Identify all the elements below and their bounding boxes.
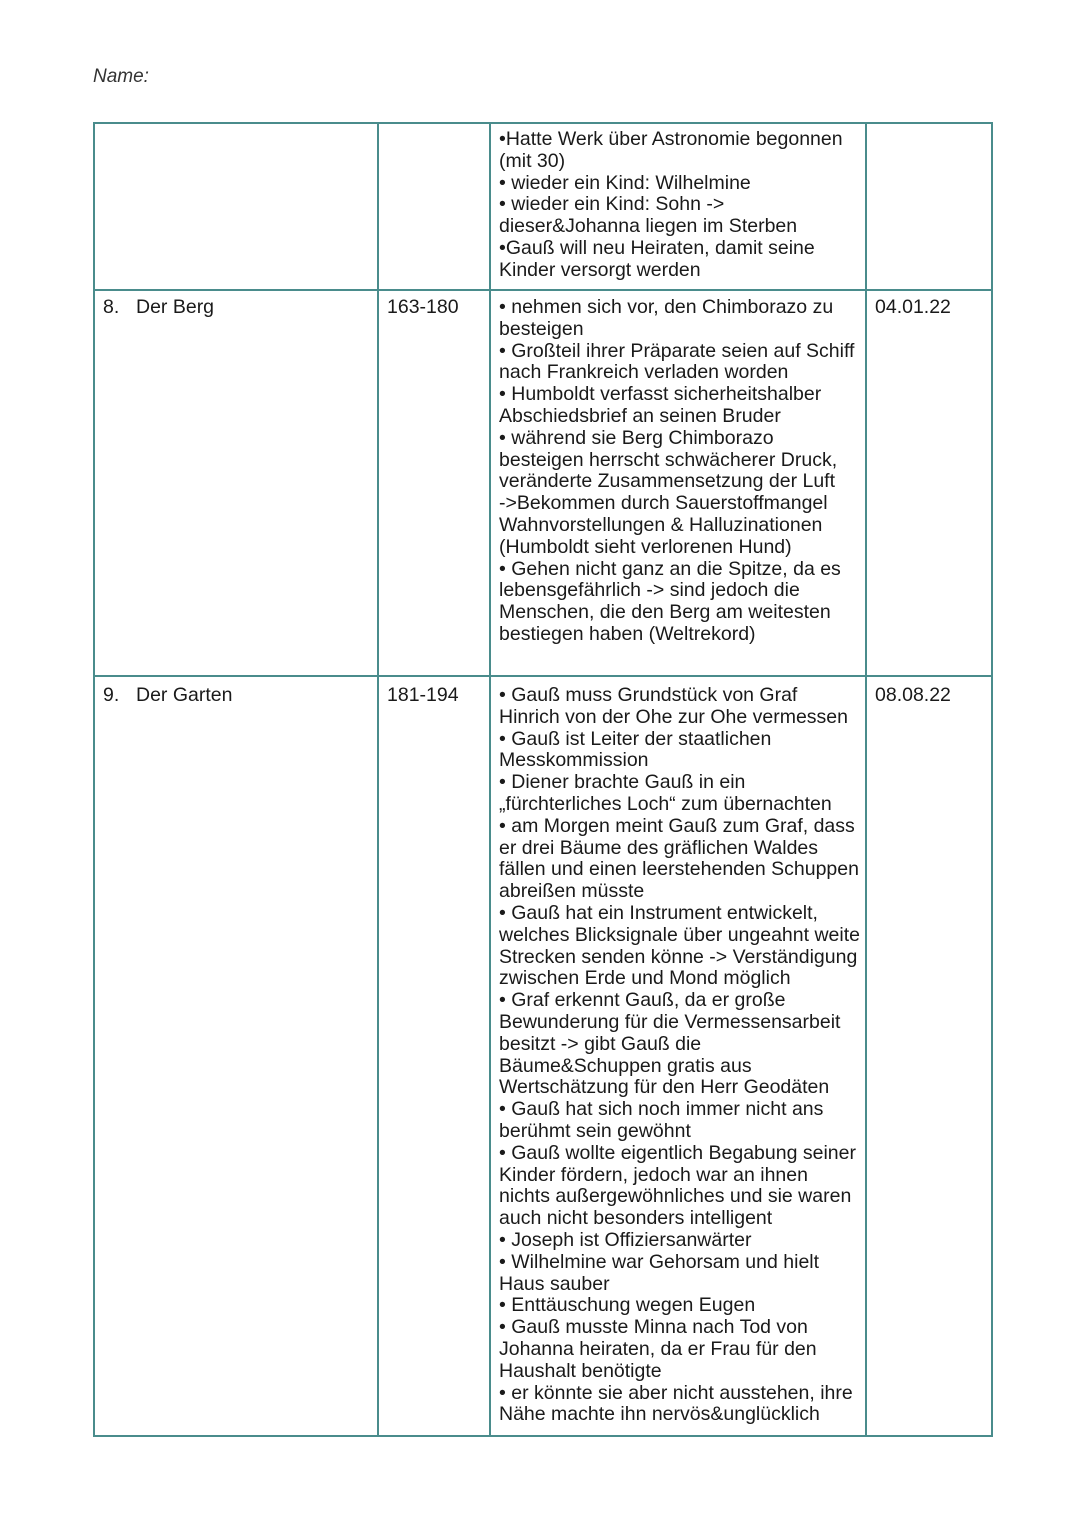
summary-line: • Wilhelmine war Gehorsam und hielt bbox=[499, 1250, 820, 1273]
pages-cell bbox=[378, 290, 490, 676]
pages-cell bbox=[378, 676, 490, 1436]
summary-line: Haus sauber bbox=[499, 1272, 610, 1295]
summary-line: • wieder ein Kind: Wilhelmine bbox=[499, 171, 751, 194]
summary-line: Wahnvorstellungen & Halluzinationen bbox=[499, 513, 823, 536]
summary-line: • Joseph ist Offiziersanwärter bbox=[499, 1228, 752, 1251]
chapter-title: Der Garten bbox=[136, 684, 233, 706]
summary-line: welches Blicksignale über ungeahnt weite bbox=[499, 923, 860, 946]
summary-line: besteigen herrscht schwächerer Druck, bbox=[499, 448, 838, 471]
summary-line: • Graf erkennt Gauß, da er große bbox=[499, 989, 786, 1012]
summary-line: •Hatte Werk über Astronomie begonnen bbox=[499, 128, 843, 150]
summary-line: • Humboldt verfasst sicherheitshalber bbox=[499, 383, 822, 406]
chapter-number: 9. bbox=[103, 684, 120, 706]
summary-line: fällen und einen leerstehenden Schuppen bbox=[499, 858, 859, 881]
summary-line: • während sie Berg Chimborazo bbox=[499, 426, 774, 449]
summary-line: veränderte Zusammensetzung der Luft bbox=[499, 470, 836, 493]
summary-line: Messkommission bbox=[499, 749, 649, 772]
chapter-title: Der Berg bbox=[136, 296, 215, 318]
date-cell bbox=[866, 123, 992, 290]
summary-line: besteigen bbox=[499, 317, 584, 340]
summary-line: er drei Bäume des gräflichen Waldes bbox=[499, 836, 819, 859]
table-row bbox=[94, 123, 992, 290]
page-range: 163-180 bbox=[387, 296, 459, 318]
summary-line: Wertschätzung für den Herr Geodäten bbox=[499, 1076, 830, 1099]
page-range: 181-194 bbox=[387, 684, 459, 706]
summary-line: (Humboldt sieht verlorenen Hund) bbox=[499, 535, 792, 558]
summary-line: ->Bekommen durch Sauerstoffmangel bbox=[499, 492, 828, 515]
date-cell bbox=[866, 676, 992, 1436]
summary-line: • Gauß hat ein Instrument entwickelt, bbox=[499, 901, 818, 924]
summary-line: Kinder fördern, jedoch war an ihnen bbox=[499, 1163, 808, 1186]
date-cell bbox=[866, 290, 992, 676]
reading-date: 08.08.22 bbox=[875, 684, 951, 706]
reading-date: 04.01.22 bbox=[875, 296, 951, 318]
summary-line: Bäume&Schuppen gratis aus bbox=[499, 1054, 752, 1077]
summary-line: • Gauß musste Minna nach Tod von bbox=[499, 1316, 808, 1339]
summary-line: auch nicht besonders intelligent bbox=[499, 1207, 773, 1230]
summary-line: • Gauß wollte eigentlich Begabung seiner bbox=[499, 1141, 856, 1164]
name-label: Name: bbox=[93, 66, 149, 87]
chapter-number: 8. bbox=[103, 296, 120, 318]
summary-line: • wieder ein Kind: Sohn -> bbox=[499, 193, 725, 216]
summary-line: lebensgefährlich -> sind jedoch die bbox=[499, 579, 800, 602]
chapter-title-cell bbox=[94, 676, 378, 1436]
summary-line: Strecken senden könne -> Verständigung bbox=[499, 945, 858, 968]
summary-line: Menschen, die den Berg am weitesten bbox=[499, 601, 831, 624]
table-row bbox=[94, 676, 992, 1436]
summary-line: zwischen Erde und Mond möglich bbox=[499, 967, 791, 990]
summary-line: Abschiedsbrief an seinen Bruder bbox=[499, 404, 781, 427]
summary-line: • Gauß ist Leiter der staatlichen bbox=[499, 727, 772, 750]
summary-cell bbox=[490, 290, 866, 676]
summary-line: Haushalt benötigte bbox=[499, 1359, 662, 1382]
summary-line: Hinrich von der Ohe zur Ohe vermessen bbox=[499, 705, 848, 728]
chapter-table bbox=[93, 122, 993, 1437]
summary-line: • Enttäuschung wegen Eugen bbox=[499, 1294, 756, 1317]
summary-line: Kinder versorgt werden bbox=[499, 258, 701, 281]
summary-line: nach Frankreich verladen worden bbox=[499, 361, 789, 384]
summary-line: • Gehen nicht ganz an die Spitze, da es bbox=[499, 557, 841, 580]
summary-line: besitzt -> gibt Gauß die bbox=[499, 1032, 702, 1055]
summary-line: • Diener brachte Gauß in ein bbox=[499, 771, 746, 794]
chapter-title-cell bbox=[94, 123, 378, 290]
summary-cell bbox=[490, 123, 866, 290]
chapter-title-cell bbox=[94, 290, 378, 676]
summary-line: nichts außergewöhnliches und sie waren bbox=[499, 1185, 852, 1208]
summary-line: dieser&Johanna liegen im Sterben bbox=[499, 215, 798, 238]
summary-line: Nähe machte ihn nervös&unglücklich bbox=[499, 1403, 820, 1426]
summary-line: Johanna heiraten, da er Frau für den bbox=[499, 1337, 817, 1360]
summary-line: Bewunderung für die Vermessensarbeit bbox=[499, 1010, 841, 1033]
table-row bbox=[94, 290, 992, 676]
summary-line: • Gauß hat sich noch immer nicht ans bbox=[499, 1098, 824, 1121]
summary-line: • nehmen sich vor, den Chimborazo zu bbox=[499, 296, 834, 318]
summary-line: • er könnte sie aber nicht ausstehen, ihre bbox=[499, 1381, 853, 1404]
summary-line: bestiegen haben (Weltrekord) bbox=[499, 622, 756, 645]
summary-line: „fürchterliches Loch“ zum übernachten bbox=[499, 792, 832, 815]
pages-cell bbox=[378, 123, 490, 290]
summary-line: •Gauß will neu Heiraten, damit seine bbox=[499, 236, 815, 259]
summary-line: • Gauß muss Grundstück von Graf bbox=[499, 684, 798, 706]
summary-line: berühmt sein gewöhnt bbox=[499, 1119, 691, 1142]
summary-cell bbox=[490, 676, 866, 1436]
summary-line: abreißen müsste bbox=[499, 880, 645, 903]
summary-line: • am Morgen meint Gauß zum Graf, dass bbox=[499, 814, 855, 837]
summary-line: (mit 30) bbox=[499, 149, 566, 172]
summary-line: • Großteil ihrer Präparate seien auf Schiff bbox=[499, 339, 855, 362]
